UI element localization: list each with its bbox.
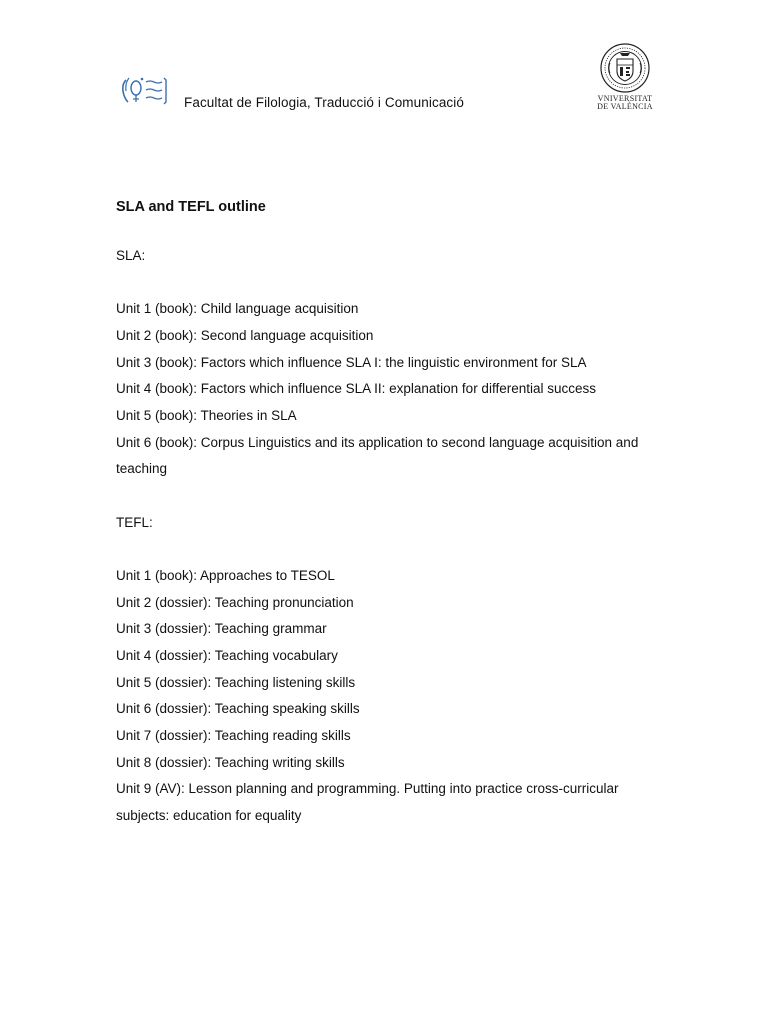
list-item: Unit 1 (book): Child language acquisition xyxy=(116,301,359,317)
university-name-line2: DE VALÈNCIA xyxy=(597,102,653,111)
section-label-sla: SLA: xyxy=(116,248,146,263)
list-item: Unit 6 (dossier): Teaching speaking skills xyxy=(116,701,360,717)
university-logo xyxy=(596,43,652,113)
list-item: Unit 3 (book): Factors which influence SLA I: the linguistic environment for SLA xyxy=(116,354,587,370)
list-item: Unit 6 (book): Corpus Linguistics and its application to second language acquisition and teaching xyxy=(116,434,639,477)
university-seal-icon xyxy=(600,43,650,93)
list-item: Unit 4 (book): Factors which influence SLA II: explanation for differential success xyxy=(116,381,596,397)
list-item: Unit 3 (dossier): Teaching grammar xyxy=(116,621,327,637)
list-item: Unit 8 (dossier): Teaching writing skills xyxy=(116,754,345,770)
list-item: Unit 4 (dossier): Teaching vocabulary xyxy=(116,647,338,663)
list-item: Unit 2 (dossier): Teaching pronunciation xyxy=(116,594,354,610)
university-name-line1: VNIVERSITAT xyxy=(597,94,653,103)
list-item: Unit 7 (dossier): Teaching reading skills xyxy=(116,728,351,744)
list-item: Unit 9 (AV): Lesson planning and programming. Putting into practice cross-curricular subjects: education for equality xyxy=(116,781,619,824)
sla-unit-list xyxy=(116,296,656,483)
list-item: Unit 5 (book): Theories in SLA xyxy=(116,408,297,424)
faculty-name: Facultat de Filologia, Traducció i Comunicació xyxy=(184,95,464,110)
list-item: Unit 5 (dossier): Teaching listening skills xyxy=(116,674,356,690)
document-body xyxy=(116,196,656,856)
document-title: SLA and TEFL outline xyxy=(116,199,266,215)
faculty-logo-icon xyxy=(120,74,168,108)
tefl-unit-list xyxy=(116,563,656,830)
list-item: Unit 1 (book): Approaches to TESOL xyxy=(116,567,335,583)
section-label-tefl: TEFL: xyxy=(116,514,153,530)
list-item: Unit 2 (book): Second language acquisition xyxy=(116,327,374,343)
